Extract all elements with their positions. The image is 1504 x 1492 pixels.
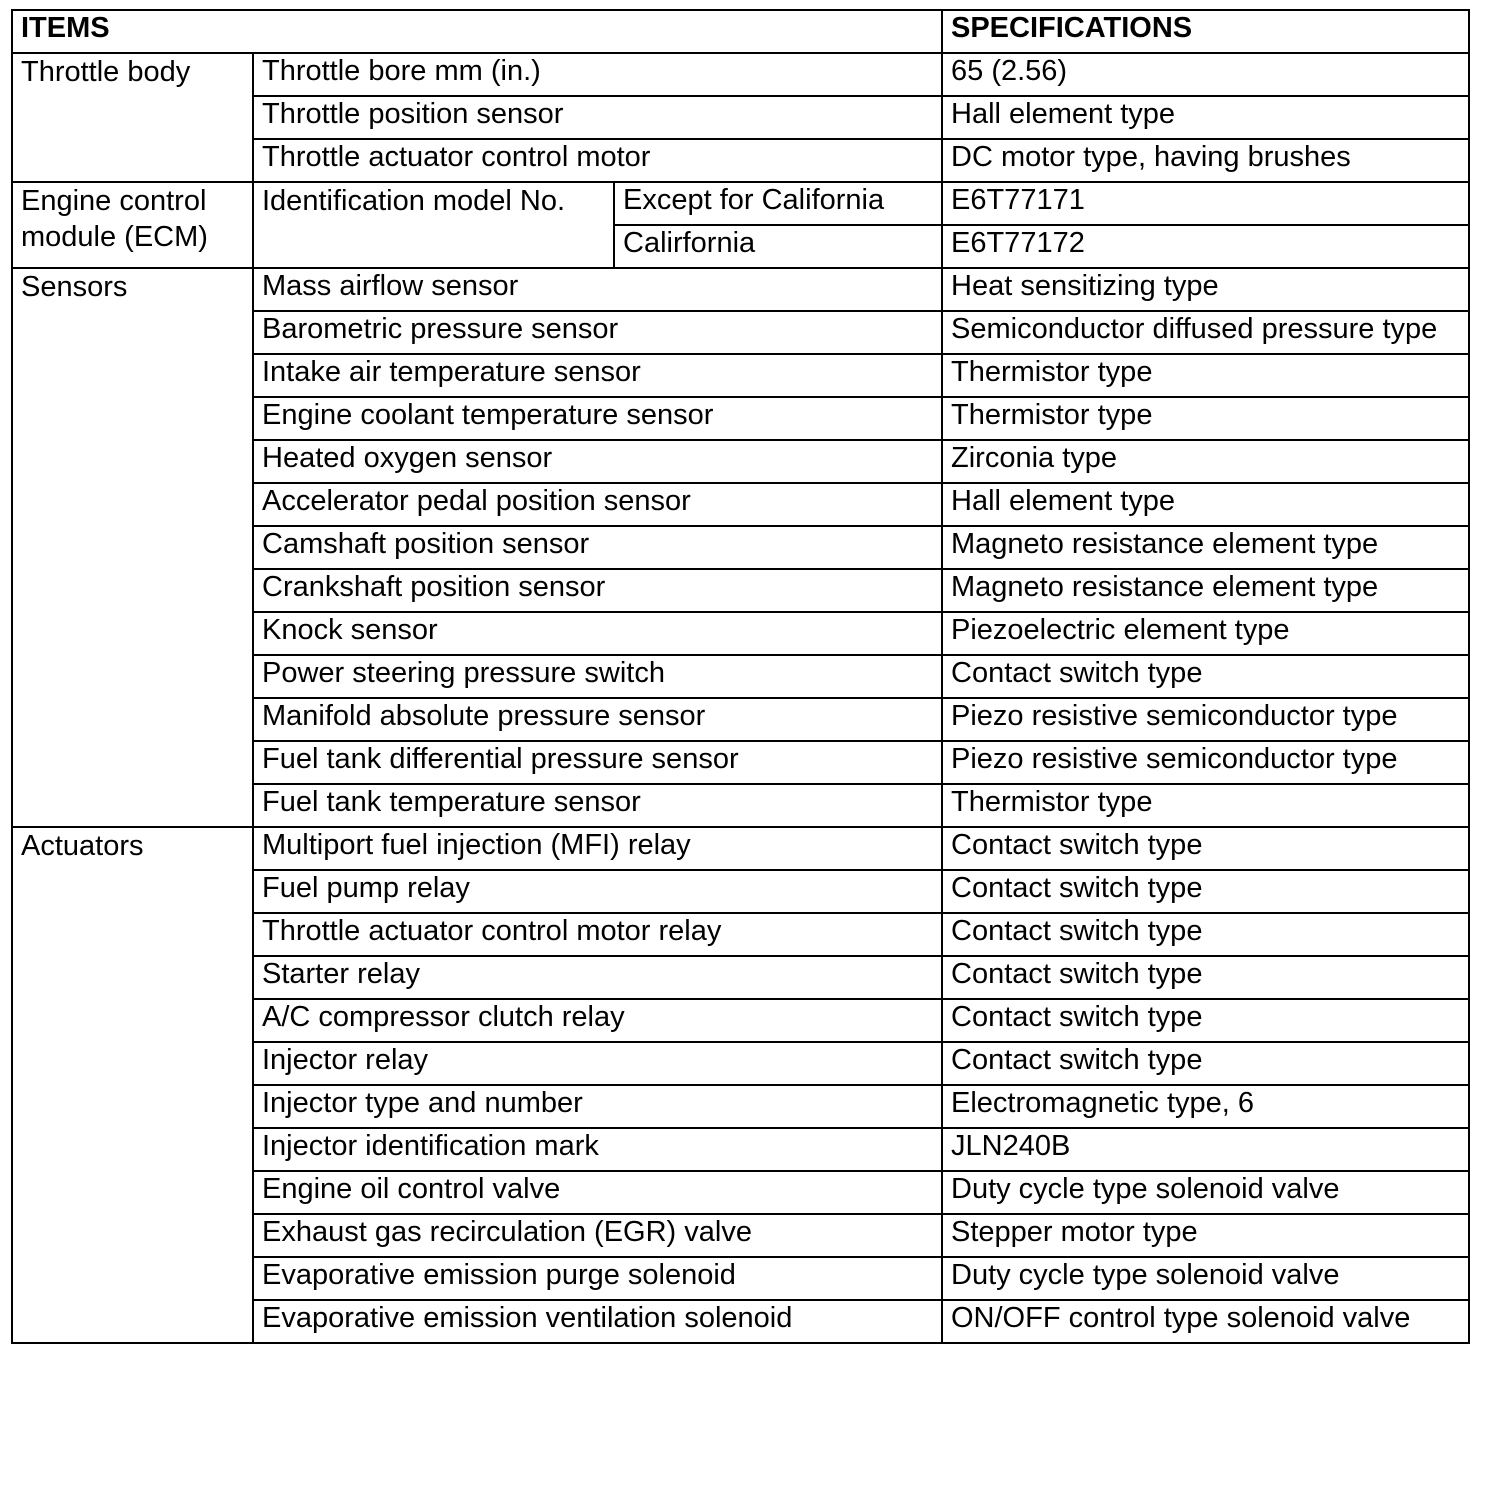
item-cell: Throttle bore mm (in.) [253,53,942,96]
item-cell: Heated oxygen sensor [253,440,942,483]
spec-cell: 65 (2.56) [942,53,1469,96]
item-cell: Multiport fuel injection (MFI) relay [253,827,942,870]
spec-cell: Thermistor type [942,784,1469,827]
spec-cell: Electromagnetic type, 6 [942,1085,1469,1128]
item-cell: Fuel tank temperature sensor [253,784,942,827]
spec-cell: Zirconia type [942,440,1469,483]
item-cell: Barometric pressure sensor [253,311,942,354]
spec-cell: Thermistor type [942,397,1469,440]
table-row [12,53,1469,96]
item-cell: Starter relay [253,956,942,999]
variant-cell: Except for California [614,182,942,225]
table-row [12,827,1469,870]
item-cell: Knock sensor [253,612,942,655]
spec-cell: Magneto resistance element type [942,526,1469,569]
spec-cell: Magneto resistance element type [942,569,1469,612]
item-cell: Accelerator pedal position sensor [253,483,942,526]
header-specifications: SPECIFICATIONS [942,10,1469,53]
specifications-table [11,9,1470,1344]
variant-cell: Calirfornia [614,225,942,268]
item-cell-ecm-id: Identification model No. [253,182,614,268]
group-label-actuators: Actuators [12,827,253,1343]
spec-cell: Piezo resistive semiconductor type [942,698,1469,741]
item-cell: Throttle actuator control motor [253,139,942,182]
item-cell: Intake air temperature sensor [253,354,942,397]
item-cell: Injector type and number [253,1085,942,1128]
spec-cell: JLN240B [942,1128,1469,1171]
spec-cell: Contact switch type [942,827,1469,870]
item-cell: Power steering pressure switch [253,655,942,698]
group-label-sensors: Sensors [12,268,253,827]
spec-cell: ON/OFF control type solenoid valve [942,1300,1469,1343]
spec-cell: Stepper motor type [942,1214,1469,1257]
spec-cell: Contact switch type [942,870,1469,913]
item-cell: Fuel tank differential pressure sensor [253,741,942,784]
spec-cell: Piezo resistive semiconductor type [942,741,1469,784]
item-cell: Throttle actuator control motor relay [253,913,942,956]
spec-cell: DC motor type, having brushes [942,139,1469,182]
item-cell: Engine coolant temperature sensor [253,397,942,440]
item-cell: Camshaft position sensor [253,526,942,569]
spec-cell: Duty cycle type solenoid valve [942,1257,1469,1300]
item-cell: Injector relay [253,1042,942,1085]
spec-cell: Contact switch type [942,655,1469,698]
item-cell: Fuel pump relay [253,870,942,913]
spec-cell: Duty cycle type solenoid valve [942,1171,1469,1214]
group-label-throttle-body: Throttle body [12,53,253,182]
item-cell: Crankshaft position sensor [253,569,942,612]
spec-cell: E6T77171 [942,182,1469,225]
item-cell: Throttle position sensor [253,96,942,139]
item-cell: A/C compressor clutch relay [253,999,942,1042]
spec-cell: Hall element type [942,483,1469,526]
item-cell: Engine oil control valve [253,1171,942,1214]
item-cell: Evaporative emission ventilation solenoid [253,1300,942,1343]
spec-cell: Contact switch type [942,1042,1469,1085]
spec-cell: Semiconductor diffused pressure type [942,311,1469,354]
item-cell: Exhaust gas recirculation (EGR) valve [253,1214,942,1257]
item-cell: Injector identification mark [253,1128,942,1171]
table-row [12,268,1469,311]
group-label-ecm: Engine control module (ECM) [12,182,253,268]
spec-cell: Thermistor type [942,354,1469,397]
spec-cell: Contact switch type [942,956,1469,999]
header-items: ITEMS [12,10,942,53]
spec-cell: Heat sensitizing type [942,268,1469,311]
spec-cell: Contact switch type [942,913,1469,956]
spec-cell: E6T77172 [942,225,1469,268]
item-cell: Mass airflow sensor [253,268,942,311]
spec-cell: Hall element type [942,96,1469,139]
spec-cell: Piezoelectric element type [942,612,1469,655]
table-row [12,182,1469,225]
item-cell: Manifold absolute pressure sensor [253,698,942,741]
spec-cell: Contact switch type [942,999,1469,1042]
table-header-row [12,10,1469,53]
item-cell: Evaporative emission purge solenoid [253,1257,942,1300]
